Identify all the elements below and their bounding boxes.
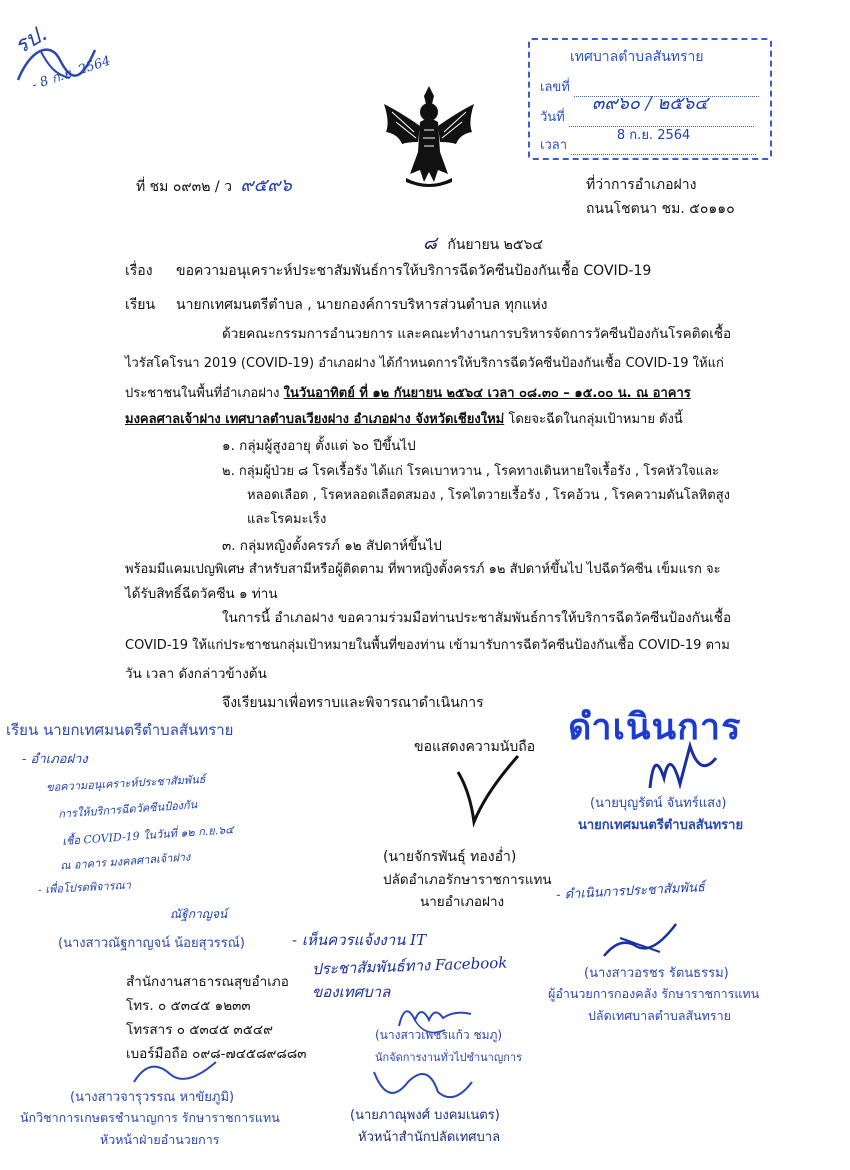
para1-line2: ไวรัสโคโรนา 2019 (COVID-19) อำเภอฝาง ได้กำหนดการให้บริการฉีดวัคซีนป้องกันเชื้อ COVID-19 ให้แก่ bbox=[125, 356, 724, 371]
officer3-name: (นางสาวจารุวรรณ หาขัยภูมิ) bbox=[70, 1090, 235, 1105]
finance-name: (นางสาวอรชร รัตนธรรม) bbox=[584, 966, 729, 981]
memo-to: เรียน นายกเทศมนตรีตำบลสันทราย bbox=[6, 721, 234, 739]
officer2-name: (นางสาวเพชรแก้ว ชมภู) bbox=[375, 1028, 503, 1042]
to-text: นายกเทศมนตรีตำบล , นายกองค์การบริหารส่วนตำบล ทุกแห่ง bbox=[176, 297, 548, 313]
signer-position-1: ปลัดอำเภอรักษาราชการแทน bbox=[383, 872, 552, 888]
stamp-date-value: 8 ก.ย. 2564 bbox=[616, 128, 691, 143]
receipt-stamp bbox=[528, 38, 772, 160]
event-datetime: ในวันอาทิตย์ ที่ ๑๒ กันยายน ๒๕๖๔ เวลา ๐๘.๓๐ – ๑๕.๐๐ น. ณ อาคาร bbox=[283, 386, 691, 401]
deputy-note: - ดำเนินการประชาสัมพันธ์ bbox=[555, 880, 706, 903]
corner-date: - 8 ก.ย. 2564 bbox=[29, 53, 113, 94]
mayor-position: นายกเทศมนตรีตำบลสันทราย bbox=[578, 818, 744, 833]
finance-signature bbox=[600, 916, 680, 966]
memo-line6: - เพื่อโปรดพิจารณา bbox=[37, 878, 132, 897]
target-group-3: ๓. กลุ่มหญิงตั้งครรภ์ ๑๒ สัปดาห์ขึ้นไป bbox=[222, 538, 442, 554]
officer1-signature: ณัฐิกาญจน์ bbox=[170, 907, 228, 921]
letter-reference-number: ๙๕๙๖ bbox=[240, 175, 292, 196]
letter-date-day: ๘ bbox=[423, 233, 437, 254]
to-label: เรียน bbox=[125, 297, 156, 313]
finance-position-1: ผู้อำนวยการกองคลัง รักษาราชการแทน bbox=[548, 986, 760, 1001]
letter-date bbox=[423, 228, 543, 257]
event-venue: มงคลศาลเจ้าฝาง เทศบาลตำบลเวียงฝาง อำเภอฝาง จังหวัดเชียงใหม่ bbox=[125, 412, 505, 427]
it-note-line3: ของเทศบาล bbox=[312, 983, 391, 1001]
approval-stamp: ดำเนินการ bbox=[568, 707, 742, 748]
para2-line1: พร้อมมีแคมเปญพิเศษ สำหรับสามีหรือผู้ติดตาม ที่พาหญิงตั้งครรภ์ ๑๒ สัปดาห์ขึ้นไป ไปฉีดวัคซีน เข็มแรก จะ bbox=[125, 562, 721, 577]
closing-text: จึงเรียนมาเพื่อทราบและพิจารณาดำเนินการ bbox=[222, 695, 484, 711]
memo-line1: - อำเภอฝาง bbox=[22, 752, 88, 767]
target-group-2-line1: ๒. กลุ่มผู้ป่วย ๘ โรคเรื้อรัง ได้แก่ โรคเบาหวาน , โรคทางเดินหายใจเรื้อรัง , โรคหัวใจและ bbox=[222, 464, 720, 479]
target-group-2-line2: หลอดเลือด , โรคหลอดเลือดสมอง , โรคไตวายเรื้อรัง , โรคอ้วน , โรคความดันโลหิตสูง bbox=[247, 488, 730, 503]
stamp-date-label: วันที่ bbox=[540, 110, 565, 125]
officer2-position: นักจัดการงานทั่วไปชำนาญการ bbox=[375, 1051, 522, 1064]
signer-name: (นายจักรพันธุ์ ทองอ่ำ) bbox=[383, 849, 517, 865]
target-group-2-line3: และโรคมะเร็ง bbox=[247, 512, 327, 527]
para3-line3: วัน เวลา ดังกล่าวข้างต้น bbox=[125, 666, 267, 682]
corner-initial: รป. bbox=[10, 21, 52, 60]
para1-line3: ประชาชนในพื้นที่อำเภอฝาง ในวันอาทิตย์ ที่ ๑๒ กันยายน ๒๕๖๔ เวลา ๐๘.๓๐ – ๑๕.๐๐ น. ณ อาคาร bbox=[125, 386, 691, 401]
letter-date-rest: กันยายน ๒๕๖๔ bbox=[447, 237, 543, 253]
mayor-signature bbox=[640, 738, 720, 798]
officer3-position-1: นักวิชาการเกษตรชำนาญการ รักษาราชการแทน bbox=[20, 1110, 280, 1125]
office-address-1: ที่ว่าการอำเภอฝาง bbox=[586, 177, 697, 193]
regards-text: ขอแสดงความนับถือ bbox=[414, 739, 536, 755]
office-address-2: ถนนโชตนา ชม. ๕๐๑๑๐ bbox=[586, 201, 735, 217]
memo-line5: ณ อาคาร มงคลศาลเจ้าฝาง bbox=[59, 850, 191, 873]
memo-line2: ขอความอนุเคราะห์ประชาสัมพันธ์ bbox=[45, 772, 206, 795]
district-officer-signature bbox=[452, 752, 522, 832]
garuda-emblem bbox=[380, 82, 478, 190]
contact-tel: โทร. ๐ ๕๓๔๕ ๑๒๓๓ bbox=[126, 998, 251, 1014]
stamp-time-label: เวลา bbox=[540, 138, 568, 153]
contact-fax: โทรสาร ๐ ๕๓๔๕ ๓๕๔๙ bbox=[126, 1022, 274, 1038]
para1-line1: ด้วยคณะกรรมการอำนวยการ และคณะทำงานการบริหารจัดการวัคซีนป้องกันโรคติดเชื้อ bbox=[222, 326, 732, 342]
memo-line4: เชื้อ COVID-19 ในวันที่ ๑๒ ก.ย.๖๔ bbox=[61, 823, 234, 848]
finance-position-2: ปลัดเทศบาลตำบลสันทราย bbox=[588, 1008, 731, 1023]
officer3-position-2: หัวหน้าฝ่ายอำนวยการ bbox=[100, 1132, 220, 1147]
subject-label: เรื่อง bbox=[125, 263, 153, 279]
target-group-1: ๑. กลุ่มผู้สูงอายุ ตั้งแต่ ๖๐ ปีขึ้นไป bbox=[222, 438, 416, 454]
stamp-number-label: เลขที่ bbox=[540, 80, 570, 95]
subject-text: ขอความอนุเคราะห์ประชาสัมพันธ์การให้บริการฉีดวัคซีนป้องกันเชื้อ COVID-19 bbox=[176, 263, 652, 279]
it-note-line1: - เห็นควรแจ้งงาน IT bbox=[292, 931, 427, 949]
contact-mobile: เบอร์มือถือ ๐๙๘-๗๔๕๘๙๘๘๓ bbox=[126, 1046, 307, 1062]
signer-position-2: นายอำเภอฝาง bbox=[420, 894, 505, 910]
contact-org: สำนักงานสาธารณสุขอำเภอ bbox=[126, 974, 289, 990]
stamp-office: เทศบาลตำบลสันทราย bbox=[570, 49, 704, 65]
para2-line2: ได้รับสิทธิ์ฉีดวัคซีน ๑ ท่าน bbox=[125, 586, 278, 602]
mayor-name: (นายบุญรัตน์ จันทร์แสง) bbox=[590, 796, 727, 811]
para3-line1: ในการนี้ อำเภอฝาง ขอความร่วมมือท่านประชาสัมพันธ์การให้บริการฉีดวัคซีนป้องกันเชื้อ bbox=[222, 610, 732, 626]
stamp-number-row bbox=[540, 76, 759, 114]
stamp-time-row bbox=[540, 134, 756, 155]
letter-reference: ที่ ชม ๐๙๓๒ / ว ๙๕๙๖ bbox=[136, 175, 292, 196]
para3-line2: COVID-19 ให้แก่ประชาชนกลุ่มเป้าหมายในพื้นที่ของท่าน เข้ามารับการฉีดวัคซีนป้องกันเชื้อ COVID-19 ตาม bbox=[125, 638, 730, 653]
it-note-line2: ประชาสัมพันธ์ทาง Facebook bbox=[311, 953, 508, 979]
memo-line3: การให้บริการฉีดวัคซีนป้องกัน bbox=[57, 798, 198, 821]
stamp-number-value: ๓๙๖๐ / ๒๕๖๔ bbox=[592, 93, 708, 114]
officer4-name: (นายภาณุพงศ์ บงคมเนตร) bbox=[350, 1108, 500, 1123]
para1-line4: มงคลศาลเจ้าฝาง เทศบาลตำบลเวียงฝาง อำเภอฝาง จังหวัดเชียงใหม่ โดยจะฉีดในกลุ่มเป้าหมาย ดังนี้ bbox=[125, 412, 683, 427]
stamp-date-row bbox=[540, 106, 754, 143]
officer1-name: (นางสาวณัฐกาญจน์ น้อยสุวรรณ์) bbox=[58, 936, 245, 951]
officer4-position: หัวหน้าสำนักปลัดเทศบาล bbox=[358, 1130, 501, 1145]
